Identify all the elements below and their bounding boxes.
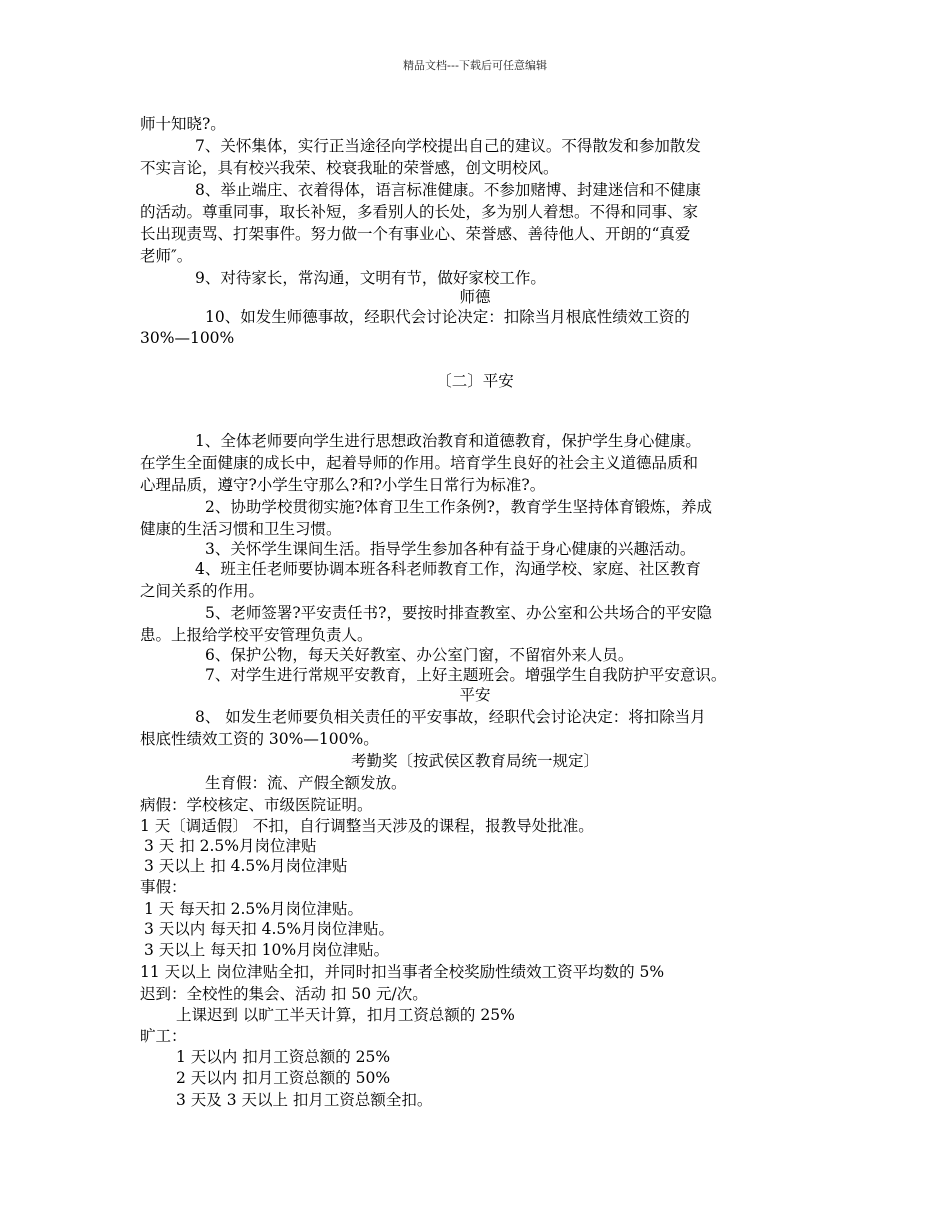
text-line: 1、全体老师要向学生进行思想政治教育和道德教育，保护学生身心健康。 (195, 432, 701, 450)
text-line: 上课迟到 以旷工半天计算，扣月工资总额的 25% (176, 1006, 515, 1024)
text-line: 老师″。 (140, 247, 193, 265)
text-line: 30%—100% (140, 329, 235, 347)
text-line: 1 天 每天扣 2.5%月岗位津贴。 (144, 900, 364, 918)
text-line: 3、关怀学生课间生活。指导学生参加各种有益于身心健康的兴趣活动。 (205, 540, 696, 558)
text-line: 6、保护公物，每天关好教室、办公室门窗，不留宿外来人员。 (205, 646, 634, 664)
text-line: 病假：学校核定、市级医院证明。 (140, 796, 373, 814)
section-title-safety: 平安 (459, 686, 491, 704)
text-line: 2、协助学校贯彻实施?体育卫生工作条例?，教育学生坚持体育锻炼，养成 (205, 498, 712, 516)
text-line: 10、如发生师德事故，经职代会讨论决定：扣除当月根底性绩效工资的 (205, 308, 690, 326)
text-line: 的活动。尊重同事，取长补短，多看别人的长处，多为别人着想。不得和同事、家 (140, 203, 699, 221)
text-line: 健康的生活习惯和卫生习惯。 (140, 520, 342, 538)
text-line: 3 天 扣 2.5%月岗位津贴 (144, 837, 317, 855)
text-line: 根底性绩效工资的 30%—100%。 (140, 730, 379, 748)
text-line: 在学生全面健康的成长中，起着导师的作用。培育学生良好的社会主义道德品质和 (140, 454, 699, 472)
text-line: 患。上报给学校平安管理负责人。 (140, 626, 373, 644)
text-line: 4、班主任老师要协调本班各科老师教育工作，沟通学校、家庭、社区教育 (195, 560, 701, 578)
text-line: 1 天以内 扣月工资总额的 25% (176, 1048, 391, 1066)
text-line: 师十知晓?。 (140, 115, 226, 133)
text-line: 7、关怀集体，实行正当途径向学校提出自己的建议。不得散发和参加散发 (195, 137, 701, 155)
text-line: 7、对学生进行常规平安教育，上好主题班会。增强学生自我防护平安意识。 (205, 666, 727, 684)
text-line: 3 天以内 每天扣 4.5%月岗位津贴。 (144, 920, 395, 938)
text-line: 2 天以内 扣月工资总额的 50% (176, 1069, 391, 1087)
page-header: 精品文档---下载后可任意编辑 (403, 59, 547, 72)
text-line: 9、对待家长，常沟通，文明有节，做好家校工作。 (195, 269, 546, 287)
text-line: 生育假：流、产假全额发放。 (205, 774, 407, 792)
section-title-teacher-ethics: 师德 (459, 288, 491, 306)
text-line: 8、举止端庄、衣着得体，语言标准健康。不参加赌博、封建迷信和不健康 (195, 181, 701, 199)
text-line: 1 天〔调适假〕 不扣，自行调整当天涉及的课程，报教导处批准。 (140, 817, 594, 835)
text-line: 长出现责骂、打架事件。努力做一个有事业心、荣誉感、善待他人、开朗的“真爱 (140, 225, 691, 243)
text-line: 心理品质，遵守?小学生守那么?和?小学生日常行为标准?。 (140, 476, 546, 494)
section-heading-attendance: 考勤奖〔按武侯区教育局统一规定〕 (350, 752, 599, 770)
text-line: 迟到：全校性的集会、活动 扣 50 元/次。 (140, 985, 428, 1003)
text-line: 8、 如发生老师要负相关责任的平安事故，经职代会讨论决定：将扣除当月 (195, 708, 706, 726)
text-line: 5、老师签署?平安责任书?，要按时排查教室、办公室和公共场合的平安隐 (205, 604, 712, 622)
text-line: 不实言论，具有校兴我荣、校衰我耻的荣誉感，创文明校风。 (140, 159, 559, 177)
section-heading-safety: 〔二〕平安 (436, 372, 514, 390)
text-line: 11 天以上 岗位津贴全扣，并同时扣当事者全校奖励性绩效工资平均数的 5% (140, 963, 665, 981)
text-line: 3 天及 3 天以上 扣月工资总额全扣。 (176, 1091, 433, 1109)
text-line: 旷工： (140, 1027, 187, 1045)
text-line: 3 天以上 每天扣 10%月岗位津贴。 (144, 941, 390, 959)
text-line: 之间关系的作用。 (140, 582, 265, 600)
text-line: 3 天以上 扣 4.5%月岗位津贴 (144, 857, 348, 875)
text-line: 事假： (140, 878, 187, 896)
